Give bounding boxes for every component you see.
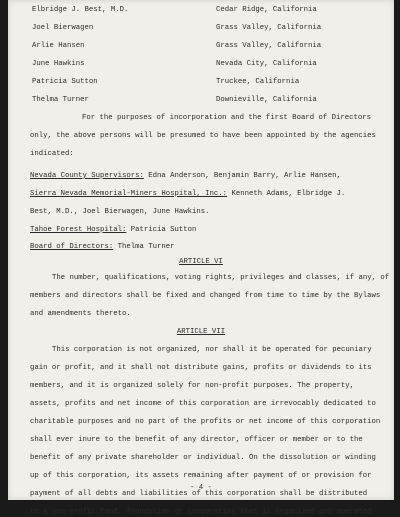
incorporation-line: For the purposes of incorporation and the first Board of Directors (82, 114, 372, 122)
agency-names: Kenneth Adams, Elbridge J. (227, 190, 346, 198)
agency-names: Edna Anderson, Benjamin Barry, Arlie Hansen, (143, 172, 341, 180)
article-text-line: benefit of any private shareholder or individual. On the dissolution or winding (30, 454, 376, 462)
agency-label: Sierra Nevada Memorial-Miners Hospital, Inc.: (30, 190, 228, 198)
person-location: Downieville, California (216, 96, 317, 104)
article-text-line: members, and it is organized solely for non-profit purposes. The property, (30, 382, 355, 390)
person-name: Arlie Hansen (32, 42, 85, 50)
agency-label: Nevada County Supervisors: (30, 172, 144, 180)
agency-tahoe-forest (30, 226, 196, 235)
incorporation-line: indicated: (30, 150, 74, 158)
article-text-line: to a non-profit fund, foundation or corporation that is organized and operated (30, 508, 372, 516)
document-page (8, 0, 394, 516)
person-name: Joel Bierwagen (32, 24, 94, 32)
article-heading: ARTICLE VII (176, 328, 226, 336)
person-location: Truckee, California (216, 78, 300, 86)
person-name: Elbridge J. Best, M.D. (32, 6, 129, 14)
agency-label: Board of Directors: (30, 243, 114, 251)
article-text-line: members and directors shall be fixed and changed from time to time by the Bylaws (30, 292, 381, 300)
article-text-line: gain or profit, and it shall not distribute gains, profits or dividends to its (30, 364, 372, 372)
article-heading: ARTICLE VI (179, 258, 223, 266)
agency-names: Patricia Sutton (126, 226, 197, 234)
person-location: Grass Valley, California (216, 24, 322, 32)
article-text-line: assets, profits and net income of this corporation are irrevocably dedicated to (30, 400, 376, 408)
agency-board-of-directors (30, 243, 175, 252)
person-name: June Hawkins (32, 60, 85, 68)
agency-nevada-county (30, 172, 341, 181)
person-location: Cedar Ridge, California (216, 6, 317, 14)
article-text-line: and amendments thereto. (30, 310, 131, 318)
article-text-line: payment of all debts and liabilities of this corporation shall be distributed (30, 490, 368, 498)
agency-label: Tahoe Forest Hospital: (30, 226, 127, 234)
agency-sierra-nevada (30, 190, 345, 199)
incorporation-line: only, the above persons will be presumed to have been appointed by the agencies (30, 132, 376, 140)
article-text-line: This corporation is not organized, nor shall it be operated for pecuniary (52, 346, 372, 354)
article-text-line: charitable purposes and no part of the profits or net income of this corporation (30, 418, 381, 426)
person-location: Nevada City, California (216, 60, 317, 68)
person-location: Grass Valley, California (216, 42, 322, 50)
person-name: Patricia Sutton (32, 78, 98, 86)
article-text-line: up of this corporation, its assets remaining after payment of or provision for (30, 472, 372, 480)
agency-names: Thelma Turner (113, 243, 175, 251)
page-number: - 4 - (190, 484, 212, 492)
article-text-line: The number, qualifications, voting rights, privileges and classes, if any, of (52, 274, 390, 282)
article-text-line: shall ever inure to the benefit of any director, officer or member or to the (30, 436, 363, 444)
person-name: Thelma Turner (32, 96, 89, 104)
agency-names-continued: Best, M.D., Joel Bierwagen, June Hawkins. (30, 208, 210, 216)
